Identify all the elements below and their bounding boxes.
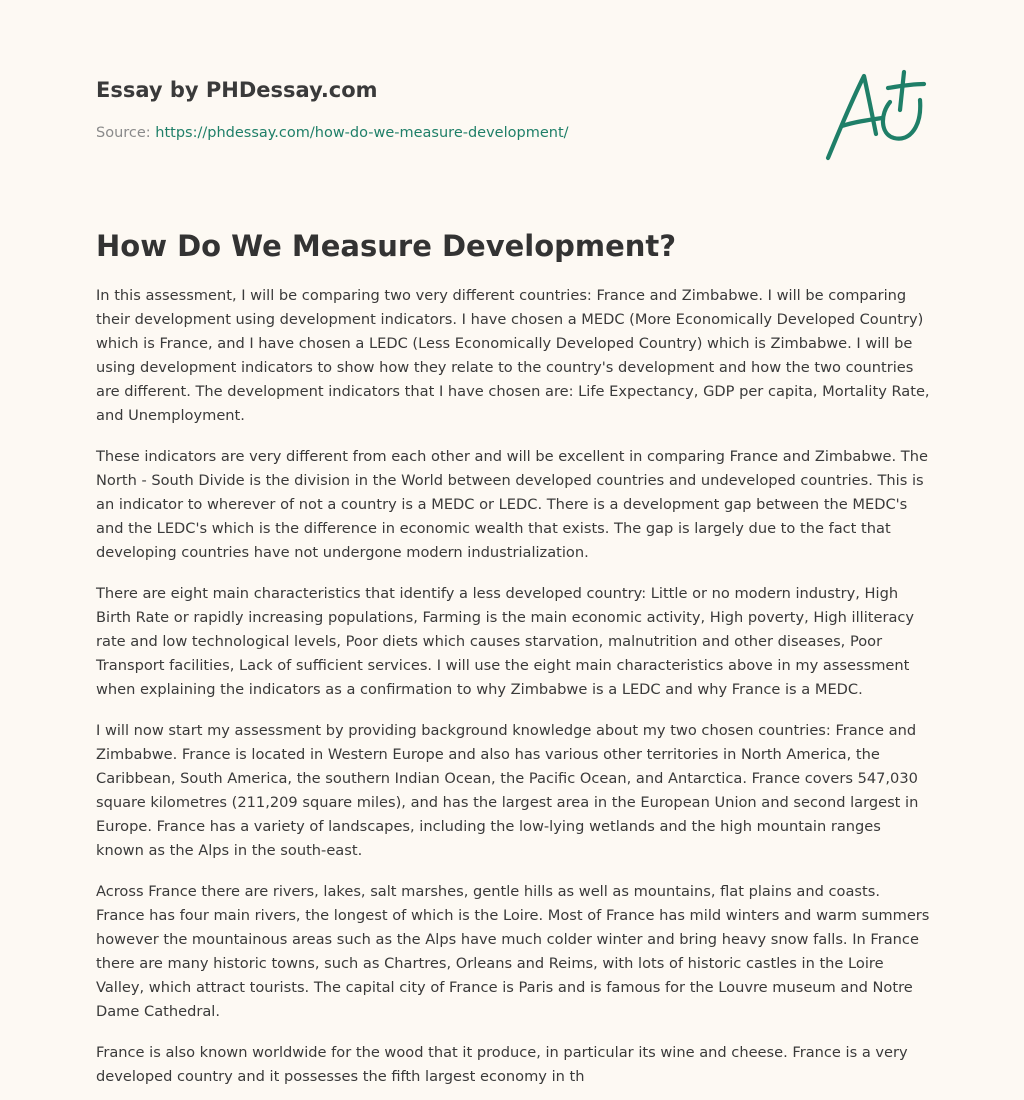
essay-title: How Do We Measure Development?: [96, 229, 677, 263]
essay-paragraph: I will now start my assessment by providing background knowledge about my two chosen countries: France and Zimbabwe. France is located in Western Europe and also has various other territories in North America, the Caribbean, South America, the southern Indian Ocean, the Pacific Ocean, and Antarctica. France covers 547,030 square kilometres (211,209 square miles), and has the largest area in the European Union and second largest in Europe. France has a variety of landscapes, including the low-lying wetlands and the high mountain ranges known as the Alps in the south-east.: [96, 722, 919, 859]
a-plus-grade-icon: [820, 64, 930, 166]
essay-paragraph: There are eight main characteristics that identify a less developed country: Little or no modern industry, High Birth Rate or rapidly increasing populations, Farming is the main economic activity, High poverty, High illiteracy rate and low technological levels, Poor diets which causes starvation, malnutrition and other diseases, Poor Transport facilities, Lack of sufficient services. I will use the eight main characteristics above in my assessment when explaining the indicators as a confirmation to why Zimbabwe is a LEDC and why France is a MEDC.: [96, 585, 915, 698]
source-label: Source:: [96, 125, 151, 141]
essay-body: [96, 284, 930, 1100]
source-link[interactable]: https://phdessay.com/how-do-we-measure-development/: [155, 125, 569, 141]
essay-paragraph: Across France there are rivers, lakes, salt marshes, gentle hills as well as mountains, flat plains and coasts. France has four main rivers, the longest of which is the Loire. Most of France has mild winters and warm summers however the mountainous areas such as the Alps have much colder winter and bring heavy snow falls. In France there are many historic towns, such as Chartres, Orleans and Reims, with lots of historic castles in the Loire Valley, which attract tourists. The capital city of France is Paris and is famous for the Louvre museum and Notre Dame Cathedral.: [96, 883, 930, 1020]
brand-title: Essay by PHDessay.com: [96, 78, 378, 102]
essay-paragraph: France is also known worldwide for the wood that it produce, in particular its wine and cheese. France is a very developed country and it possesses the fifth largest economy in th: [96, 1044, 908, 1085]
source-line: [96, 123, 569, 143]
essay-paragraph: These indicators are very different from each other and will be excellent in comparing France and Zimbabwe. The North - South Divide is the division in the World between developed countries and undeveloped countries. This is an indicator to wherever of not a country is a MEDC or LEDC. There is a development gap between the MEDC's and the LEDC's which is the difference in economic wealth that exists. The gap is largely due to the fact that developing countries have not undergone modern industrialization.: [96, 448, 928, 561]
essay-paragraph: In this assessment, I will be comparing two very different countries: France and Zimbabwe. I will be comparing their development using development indicators. I have chosen a MEDC (More Economically Developed Country) which is France, and I have chosen a LEDC (Less Economically Developed Country) which is Zimbabwe. I will be using development indicators to show how they relate to the country's development and how the two countries are different. The development indicators that I have chosen are: Life Expectancy, GDP per capita, Mortality Rate, and Unemployment.: [96, 287, 930, 424]
